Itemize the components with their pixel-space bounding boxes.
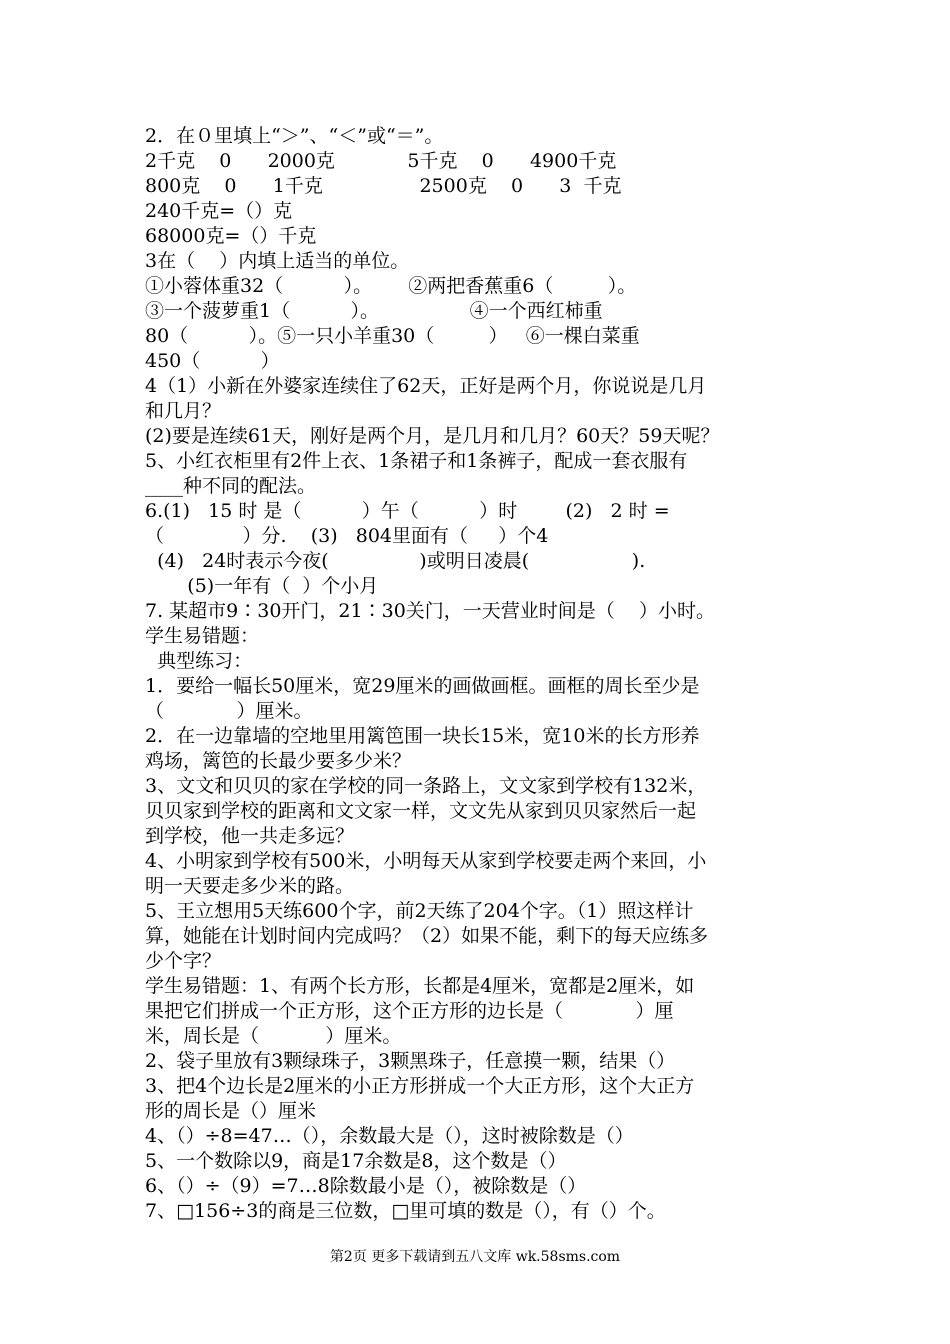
text-line: (5)一年有（ ）个小月 [145, 575, 379, 597]
text-line: 形的周长是（）厘米 [145, 1100, 317, 1122]
text-line: 5、一个数除以9，商是17余数是8，这个数是（） [145, 1150, 567, 1172]
text-line: 68000克=（）千克 [145, 225, 317, 247]
text-line: 3、把4个边长是2厘米的小正方形拼成一个大正方形，这个大正方 [145, 1075, 695, 1097]
text-line: 鸡场，篱笆的长最少要多少米？ [145, 750, 412, 772]
text-line: 1．要给一幅长50厘米，宽29厘米的画做画框。画框的周长至少是 [145, 675, 700, 697]
text-line: 学生易错题：1、有两个长方形，长都是4厘米，宽都是2厘米，如 [145, 975, 695, 997]
text-line: 和几月？ [145, 400, 222, 422]
text-line: 240千克=（）克 [145, 200, 293, 222]
text-line: 6、（）÷（9）=7…8除数最小是（），被除数是（） [145, 1175, 587, 1197]
text-line: 明一天要走多少米的路。 [145, 875, 355, 897]
text-line: 算，她能在计划时间内完成吗？（2）如果不能，剩下的每天应练多 [145, 925, 709, 947]
text-line: 6.(1) 15 时 是（ ）午（ ）时 (2) 2 时 = [145, 500, 670, 522]
text-line: 2千克 0 2000克 5千克 0 4900千克 [145, 150, 617, 172]
text-line: 3、文文和贝贝的家在学校的同一条路上，文文家到学校有132米， [145, 775, 707, 797]
text-line: 7. 某超市9∶30开门，21∶30关门，一天营业时间是（ ）小时。 [145, 600, 715, 622]
text-line: 米，周长是（ ）厘米。 [145, 1025, 402, 1047]
text-line: 4、小明家到学校有500米，小明每天从家到学校要走两个来回，小 [145, 850, 707, 872]
text-line: ____种不同的配法。 [145, 475, 317, 497]
text-line: 贝贝家到学校的距离和文文家一样，文文先从家到贝贝家然后一起 [145, 800, 697, 822]
text-line: ①小蓉体重32（ ）。 ②两把香蕉重6（ ）。 [145, 275, 637, 297]
text-line: (2)要是连续61天，刚好是两个月，是几月和几月？60天？59天呢？ [145, 425, 720, 447]
text-line: （ ）分. (3) 804里面有（ ）个4 [145, 525, 549, 547]
text-line: 3在（ ）内填上适当的单位。 [145, 250, 410, 272]
section-heading: 典型练习： [145, 650, 253, 672]
text-line: 到学校，他一共走多远？ [145, 825, 355, 847]
text-line: 果把它们拼成一个正方形，这个正方形的边长是（ ）厘 [145, 1000, 674, 1022]
text-line: (4) 24时表示今夜( )或明日凌晨( ). [145, 550, 646, 572]
text-line: 450（ ） [145, 350, 280, 372]
text-line: 4（1）小新在外婆家连续住了62天，正好是两个月，你说说是几月 [145, 375, 707, 397]
section-heading: 学生易错题： [145, 625, 260, 647]
text-line: 2．在０里填上“＞”、“＜”或“＝”。 [145, 125, 444, 147]
text-line: 7、□156÷3的商是三位数，□里可填的数是（），有（）个。 [145, 1200, 666, 1222]
text-line: 5、王立想用5天练600个字，前2天练了204个字。（1）照这样计 [145, 900, 694, 922]
text-line: ③一个菠萝重1（ ）。 ④一个西红柿重 [145, 300, 603, 322]
document-body [145, 124, 817, 1224]
text-line: 4、（）÷8=47…（），余数最大是（），这时被除数是（） [145, 1125, 634, 1147]
text-line: （ ）厘米。 [145, 700, 313, 722]
text-line: 800克 0 1千克 2500克 0 3 千克 [145, 175, 622, 197]
text-line: 5、小红衣柜里有2件上衣、1条裙子和1条裤子，配成一套衣服有 [145, 450, 688, 472]
text-line: 80（ ）。⑤一只小羊重30（ ） ⑥一棵白菜重 [145, 325, 640, 347]
text-line: 2、袋子里放有3颗绿珠子，3颗黑珠子，任意摸一颗，结果（） [145, 1050, 676, 1072]
text-line: 少个字？ [145, 950, 222, 972]
text-line: 2．在一边靠墙的空地里用篱笆围一块长15米，宽10米的长方形养 [145, 725, 700, 747]
page-footer: 第2页 更多下载请到五八文库 wk.58sms.com [329, 1249, 621, 1265]
